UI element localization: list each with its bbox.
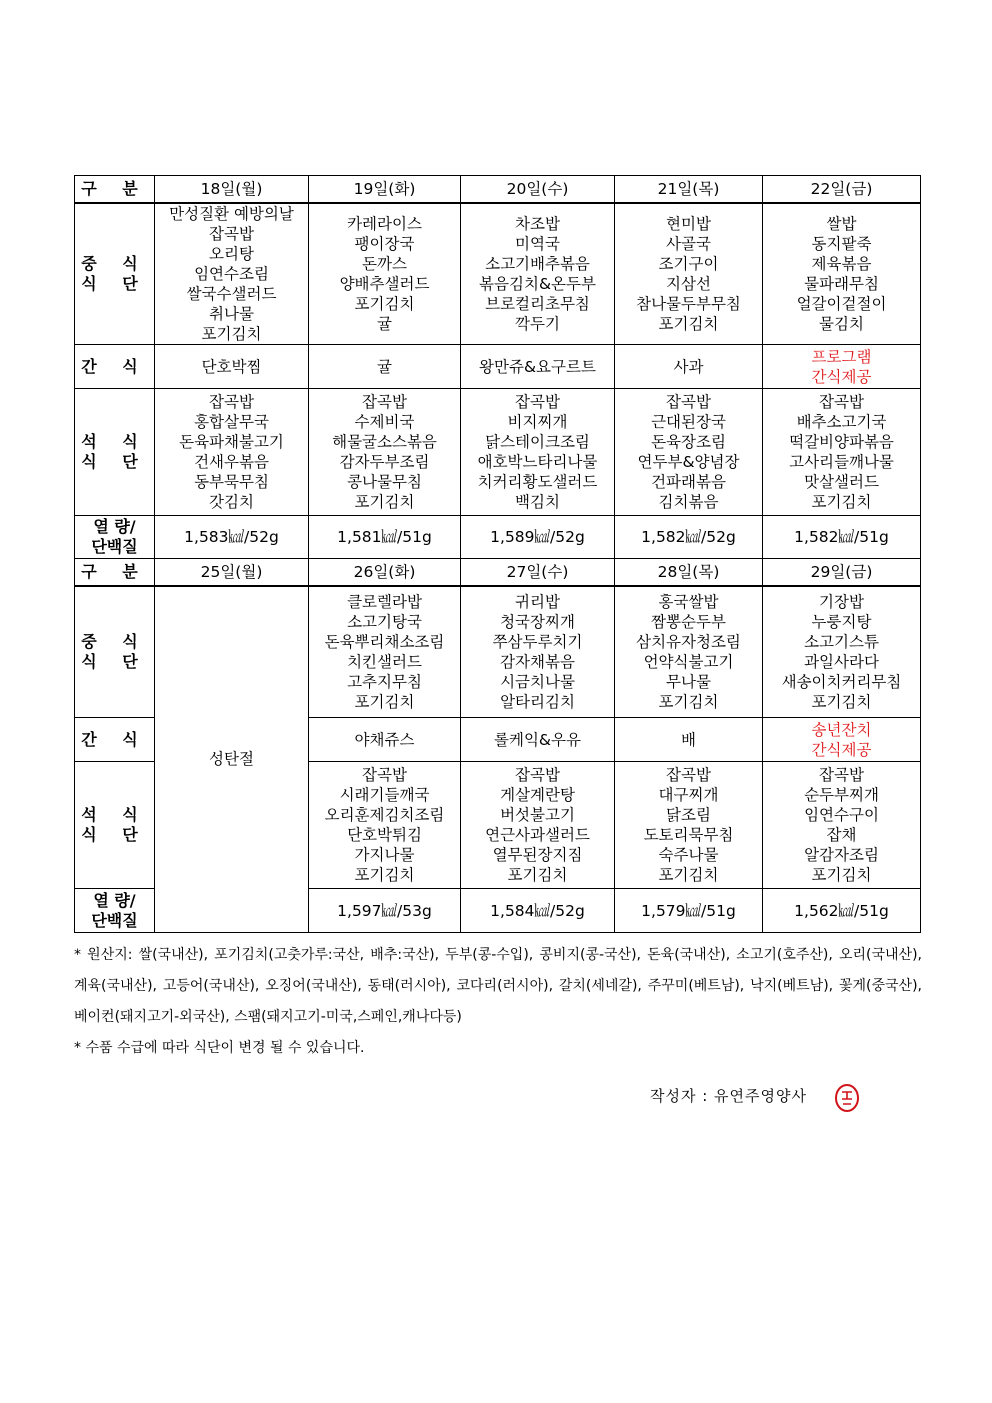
menu-item: 프로그램 xyxy=(811,347,872,366)
menu-item: 새송이치커리무침 xyxy=(781,672,902,691)
week1-snack-row xyxy=(75,345,921,389)
menu-cell xyxy=(615,389,763,516)
menu-item: 사과 xyxy=(673,357,704,376)
menu-item: 쌀국수샐러드 xyxy=(186,284,277,303)
menu-item: 시래기들깨국 xyxy=(339,786,430,804)
calorie-cell: 1,583㎉/52g xyxy=(155,516,309,559)
menu-item: 포기김치 xyxy=(658,866,719,884)
menu-cell xyxy=(763,389,921,516)
menu-item: 무나물 xyxy=(666,672,711,691)
calorie-cell: 1,579㎉/51g xyxy=(615,889,763,933)
day-header: 26일(화) xyxy=(309,559,461,586)
menu-item: 귤 xyxy=(377,357,392,376)
snack-label: 간 식 xyxy=(75,718,155,762)
menu-item: 쭈삼두루치기 xyxy=(492,632,583,651)
seal-stamp-icon xyxy=(834,1083,860,1113)
header-label: 구 분 xyxy=(75,176,155,203)
menu-cell xyxy=(763,586,921,718)
menu-item: 브로컬리초무침 xyxy=(485,294,590,313)
menu-item: 떡갈비양파볶음 xyxy=(789,433,894,451)
menu-item: 잡곡밥 xyxy=(209,393,254,411)
menu-item: 동지팥죽 xyxy=(811,234,872,253)
footnotes xyxy=(74,940,922,1064)
menu-item: 치커리황도샐러드 xyxy=(477,473,598,491)
menu-item: 가지나물 xyxy=(354,846,415,864)
menu-item: 연두부&양념장 xyxy=(637,453,740,471)
menu-item: 김치볶음 xyxy=(658,493,719,511)
menu-item: 소고기배추볶음 xyxy=(485,254,590,273)
menu-item: 송년잔치 xyxy=(811,720,872,739)
menu-item: 임연수구이 xyxy=(804,806,879,824)
menu-item: 홍합살무국 xyxy=(194,413,269,431)
snack-cell-program xyxy=(763,718,921,762)
menu-item: 알타리김치 xyxy=(500,692,575,711)
menu-item: 잡곡밥 xyxy=(819,393,864,411)
menu-item: 현미밥 xyxy=(666,214,711,233)
day-header: 28일(목) xyxy=(615,559,763,586)
menu-item: 잡곡밥 xyxy=(515,766,560,784)
menu-item: 팽이장국 xyxy=(354,234,415,253)
calorie-cell: 1,562㎉/51g xyxy=(763,889,921,933)
snack-cell-program xyxy=(763,345,921,389)
menu-item: 과일사라다 xyxy=(804,652,879,671)
menu-item: 대구찌개 xyxy=(658,786,719,804)
menu-cell xyxy=(155,389,309,516)
menu-item: 물김치 xyxy=(819,314,864,333)
menu-item: 애호박느타리나물 xyxy=(477,453,598,471)
menu-item: 쌀밥 xyxy=(826,214,857,233)
snack-cell xyxy=(461,345,615,389)
week1-lunch-row xyxy=(75,203,921,345)
menu-item: 귀리밥 xyxy=(515,592,560,611)
menu-item: 잡곡밥 xyxy=(666,766,711,784)
menu-item: 고추지무침 xyxy=(347,672,422,691)
day-header: 21일(목) xyxy=(615,176,763,203)
day-header: 20일(수) xyxy=(461,176,615,203)
menu-cell xyxy=(461,762,615,889)
menu-item: 고사리들깨나물 xyxy=(789,453,894,471)
menu-item: 포기김치 xyxy=(507,866,568,884)
menu-item: 건파래볶음 xyxy=(651,473,726,491)
menu-item: 감자두부조림 xyxy=(339,453,430,471)
menu-cell xyxy=(763,203,921,345)
menu-cell xyxy=(309,586,461,718)
menu-item: 포기김치 xyxy=(811,692,872,711)
menu-item: 사골국 xyxy=(666,234,711,253)
menu-item: 잡곡밥 xyxy=(362,766,407,784)
dinner-label: 석 식 식 단 xyxy=(75,389,155,516)
menu-item: 순두부찌개 xyxy=(804,786,879,804)
menu-item: 홍국쌀밥 xyxy=(658,592,719,611)
menu-item: 돈육파채불고기 xyxy=(179,433,284,451)
menu-item: 귤 xyxy=(377,314,392,333)
snack-label: 간 식 xyxy=(75,345,155,389)
menu-item: 닭스테이크조림 xyxy=(485,433,590,451)
snack-cell xyxy=(309,345,461,389)
menu-item: 열무된장지짐 xyxy=(492,846,583,864)
menu-item: 포기김치 xyxy=(354,866,415,884)
menu-item: 백김치 xyxy=(515,493,560,511)
menu-cell xyxy=(763,762,921,889)
menu-cell xyxy=(309,389,461,516)
menu-item: 청국장찌개 xyxy=(500,612,575,631)
menu-item: 야채쥬스 xyxy=(354,730,415,749)
menu-item: 잡곡밥 xyxy=(515,393,560,411)
menu-item: 비지찌개 xyxy=(507,413,568,431)
menu-item: 포기김치 xyxy=(811,493,872,511)
day-header: 19일(화) xyxy=(309,176,461,203)
snack-cell xyxy=(615,718,763,762)
menu-item: 짬뽕순두부 xyxy=(651,612,726,631)
menu-item: 포기김치 xyxy=(201,324,262,343)
menu-item: 제육볶음 xyxy=(811,254,872,273)
snack-cell xyxy=(155,345,309,389)
menu-item: 양배추샐러드 xyxy=(339,274,430,293)
change-note: * 수품 수급에 따라 식단이 변경 될 수 있습니다. xyxy=(74,1040,365,1056)
menu-item: 건새우볶음 xyxy=(194,453,269,471)
calorie-cell: 1,581㎉/51g xyxy=(309,516,461,559)
calorie-label: 열 량/ 단백질 xyxy=(75,516,155,559)
origin-note: * 원산지: 쌀(국내산), 포기김치(고춧가루:국산, 배추:국산), 두부(콩-수입), 콩비지(콩-국산), 돈육(국내산), 소고기(호주산), 오리(국내산), 계육(국내산), 고등어(국내산), 오징어(국내산), 동태(러시아), 코다리(러시아), 갈치(세네갈), 주꾸미(베트남), 낙지(베트남), 꽃게(중국산), 베이컨(돼지고기-외국산), 스팸(돼지고기-미국,스페인,캐나다등) xyxy=(74,947,922,1025)
menu-item: 해물굴소스볶음 xyxy=(332,433,437,451)
menu-cell xyxy=(615,586,763,718)
week1-dinner-row xyxy=(75,389,921,516)
menu-item: 맛살샐러드 xyxy=(804,473,879,491)
menu-item: 게살계란탕 xyxy=(500,786,575,804)
menu-item: 만성질환 예방의날 xyxy=(169,204,294,223)
menu-item: 잡채 xyxy=(826,826,857,844)
menu-item: 배추소고기국 xyxy=(796,413,887,431)
day-header: 29일(금) xyxy=(763,559,921,586)
day-header: 18일(월) xyxy=(155,176,309,203)
week1-calorie-row xyxy=(75,516,921,559)
calorie-cell: 1,584㎉/52g xyxy=(461,889,615,933)
menu-item: 버섯불고기 xyxy=(500,806,575,824)
calorie-cell: 1,582㎉/51g xyxy=(763,516,921,559)
menu-item: 지삼선 xyxy=(666,274,711,293)
menu-item: 차조밥 xyxy=(515,214,560,233)
snack-cell xyxy=(461,718,615,762)
menu-cell xyxy=(461,389,615,516)
menu-item: 포기김치 xyxy=(354,493,415,511)
menu-item: 돈까스 xyxy=(362,254,407,273)
week1-header-row xyxy=(75,176,921,203)
menu-item: 왕만쥬&요구르트 xyxy=(479,357,596,376)
menu-item: 닭조림 xyxy=(666,806,711,824)
menu-item: 물파래무침 xyxy=(804,274,879,293)
menu-item: 돈육장조림 xyxy=(651,433,726,451)
calorie-cell: 1,597㎉/53g xyxy=(309,889,461,933)
menu-item: 소고기탕국 xyxy=(347,612,422,631)
menu-item: 배 xyxy=(681,730,696,749)
menu-item: 콩나물무침 xyxy=(347,473,422,491)
menu-cell xyxy=(309,203,461,345)
menu-item: 근대된장국 xyxy=(651,413,726,431)
header-label: 구 분 xyxy=(75,559,155,586)
menu-cell xyxy=(461,203,615,345)
menu-cell xyxy=(461,586,615,718)
menu-item: 잡곡밥 xyxy=(819,766,864,784)
menu-item: 단호박찜 xyxy=(201,357,262,376)
menu-item: 도토리묵무침 xyxy=(643,826,734,844)
menu-cell xyxy=(615,203,763,345)
calorie-label: 열 량/ 단백질 xyxy=(75,889,155,933)
menu-item: 포기김치 xyxy=(811,866,872,884)
menu-item: 미역국 xyxy=(515,234,560,253)
menu-item: 수제비국 xyxy=(354,413,415,431)
menu-item: 롤케익&우유 xyxy=(494,730,581,749)
snack-cell xyxy=(309,718,461,762)
menu-item: 간식제공 xyxy=(811,367,872,386)
snack-cell xyxy=(615,345,763,389)
menu-cell xyxy=(155,203,309,345)
menu-item: 치킨샐러드 xyxy=(347,652,422,671)
menu-item: 갓김치 xyxy=(209,493,254,511)
menu-item: 포기김치 xyxy=(658,692,719,711)
menu-item: 깍두기 xyxy=(515,314,560,333)
menu-item: 임연수조림 xyxy=(194,264,269,283)
menu-item: 클로렐라밥 xyxy=(347,592,422,611)
menu-item: 잡곡밥 xyxy=(666,393,711,411)
menu-item: 오리탕 xyxy=(209,244,254,263)
menu-item: 누룽지탕 xyxy=(811,612,872,631)
menu-item: 조기구이 xyxy=(658,254,719,273)
author-signature: 작성자 : 유연주영양사 xyxy=(650,1087,808,1105)
menu-item: 시금치나물 xyxy=(500,672,575,691)
day-header: 22일(금) xyxy=(763,176,921,203)
menu-cell xyxy=(309,762,461,889)
menu-item: 얼갈이겉절이 xyxy=(796,294,887,313)
menu-item: 잡곡밥 xyxy=(209,224,254,243)
menu-item: 감자채볶음 xyxy=(500,652,575,671)
menu-item: 잡곡밥 xyxy=(362,393,407,411)
calorie-cell: 1,589㎉/52g xyxy=(461,516,615,559)
dinner-label: 석 식 식 단 xyxy=(75,762,155,889)
menu-item: 연근사과샐러드 xyxy=(485,826,590,844)
menu-item: 언약식불고기 xyxy=(643,652,734,671)
day-header: 27일(수) xyxy=(461,559,615,586)
menu-item: 알감자조림 xyxy=(804,846,879,864)
menu-item: 오리훈제김치조림 xyxy=(324,806,445,824)
menu-item: 삼치유자청조림 xyxy=(636,632,741,651)
day-header: 25일(월) xyxy=(155,559,309,586)
menu-item: 단호박튀김 xyxy=(347,826,422,844)
menu-item: 참나물두부무침 xyxy=(636,294,741,313)
menu-item: 기장밥 xyxy=(819,592,864,611)
menu-item: 숙주나물 xyxy=(658,846,719,864)
menu-cell xyxy=(615,762,763,889)
menu-item: 볶음김치&온두부 xyxy=(479,274,596,293)
meal-plan-table xyxy=(74,175,921,933)
menu-item: 돈육뿌리채소조림 xyxy=(324,632,445,651)
menu-item: 포기김치 xyxy=(354,294,415,313)
lunch-label: 중 식 식 단 xyxy=(75,586,155,718)
menu-item: 포기김치 xyxy=(658,314,719,333)
menu-item: 동부묵무침 xyxy=(194,473,269,491)
lunch-label: 중 식 식 단 xyxy=(75,203,155,345)
menu-item: 카레라이스 xyxy=(347,214,422,233)
menu-item: 소고기스튜 xyxy=(804,632,879,651)
menu-item: 간식제공 xyxy=(811,740,872,759)
menu-item: 취나물 xyxy=(209,304,254,323)
holiday-cell: 성탄절 xyxy=(155,586,309,933)
week2-lunch-row xyxy=(75,586,921,718)
week2-header-row xyxy=(75,559,921,586)
calorie-cell: 1,582㎉/52g xyxy=(615,516,763,559)
menu-item: 포기김치 xyxy=(354,692,415,711)
